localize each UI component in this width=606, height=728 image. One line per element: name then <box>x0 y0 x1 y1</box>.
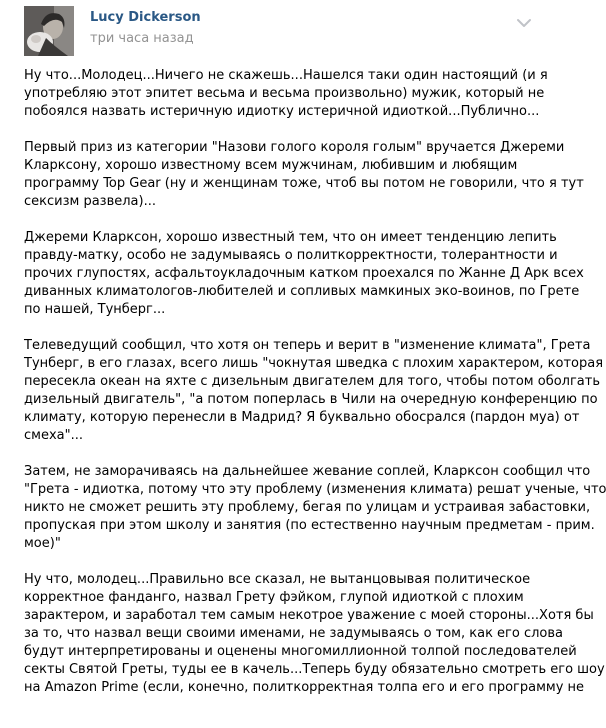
chevron-down-icon[interactable] <box>516 14 532 26</box>
post-paragraph <box>24 229 584 319</box>
text-line: смеха"... <box>24 428 83 443</box>
text-line: мое)" <box>24 536 61 551</box>
post-header <box>0 0 536 64</box>
text-line: по нашей, Тунберг... <box>24 302 166 317</box>
post-paragraph <box>24 139 584 211</box>
text-line: секты Святой Греты, туды ее в качель...Теперь буду обязательно смотреть его шоу <box>24 662 605 677</box>
text-line: дизельный двигатель", "а потом поперлась в Чили на очередную конференцию по <box>24 392 598 407</box>
text-line: диванных климатологов-любителей и сопливых мамкиных эко-воинов, по Грете <box>24 284 580 299</box>
text-line: пересекла океан на яхте с дизельным двигателем для того, чтобы потом оболгать <box>24 374 601 389</box>
post-paragraph <box>24 337 604 445</box>
text-line: сексизм развела)... <box>24 194 156 209</box>
post-text <box>24 67 606 715</box>
text-line: "Грета - идиотка, потому что эту проблему (изменения климата) решат ученые, что <box>24 482 606 497</box>
text-line: никто не сможет решить эту проблему, бегая по улицам и устраивая забастовки, <box>24 500 591 515</box>
text-line: прочих глупостях, асфальтоукладочным катком проехался по Жанне Д Арк всех <box>24 266 584 281</box>
text-line: пропуская при этом школу и занятия (по естественно научным предметам - прим. <box>24 518 595 533</box>
text-line: Ну что, молодец...Правильно все сказал, не вытанцовывая политическое <box>24 572 531 587</box>
text-line: Телеведущий сообщил, что хотя он теперь и верит в "изменение климата", Грета <box>24 338 591 353</box>
avatar-image <box>24 6 74 56</box>
text-line: программу Top Gear (ну и женщинам тоже, чтоб вы потом не говорили, что я тут <box>24 176 584 191</box>
post-time[interactable]: три часа назад <box>90 31 194 46</box>
text-line: Затем, не заморачиваясь на дальнейшее жевание соплей, Кларксон сообщил что <box>24 464 591 479</box>
author-name[interactable]: Lucy Dickerson <box>90 10 201 25</box>
text-line: Ну что...Молодец...Ничего не скажешь...Нашелся таки один настоящий (и я <box>24 68 548 83</box>
text-line: климату, которую перенесли в Мадрид? Я буквально обосрался (пардон муа) от <box>24 410 580 425</box>
text-line: будут интерпретированы и оценены многомиллионной толпой последователей <box>24 644 577 659</box>
post-paragraph <box>24 67 548 121</box>
text-line: побоялся назвать истеричную идиотку истеричной идиоткой...Публично... <box>24 104 540 119</box>
text-line: за то, что назвал вещи своими именами, не задумываясь о том, как его слова <box>24 626 564 641</box>
text-line: Джереми Кларксон, хорошо известный тем, что он имеет тенденцию лепить <box>24 230 557 245</box>
avatar[interactable] <box>24 6 74 56</box>
text-line: употребляю этот эпитет весьма и весьма произвольно) мужик, который не <box>24 86 545 101</box>
text-line: на Amazon Prime (если, конечно, политкорректная толпа его и его программу не <box>24 680 585 695</box>
text-line: Тунберг, в его глазах, всего лишь "чокнутая шведка с плохим характером, которая <box>24 356 604 371</box>
post-paragraph <box>24 571 605 697</box>
text-line: правду-матку, особо не задумываясь о политкорректности, толерантности и <box>24 248 558 263</box>
text-line: зарактером, и заработал тем самым некотрое уважение с моей стороны...Хотя бы <box>24 608 594 623</box>
text-line: Кларксону, хорошо известному всем мужчинам, любившим и любящим <box>24 158 518 173</box>
text-line: Первый приз из категории "Назови голого короля голым" вручается Джереми <box>24 140 565 155</box>
text-line: корректное фанданго, назвал Грету фэйком, глупой идиоткой с плохим <box>24 590 524 605</box>
post-paragraph <box>24 463 606 553</box>
